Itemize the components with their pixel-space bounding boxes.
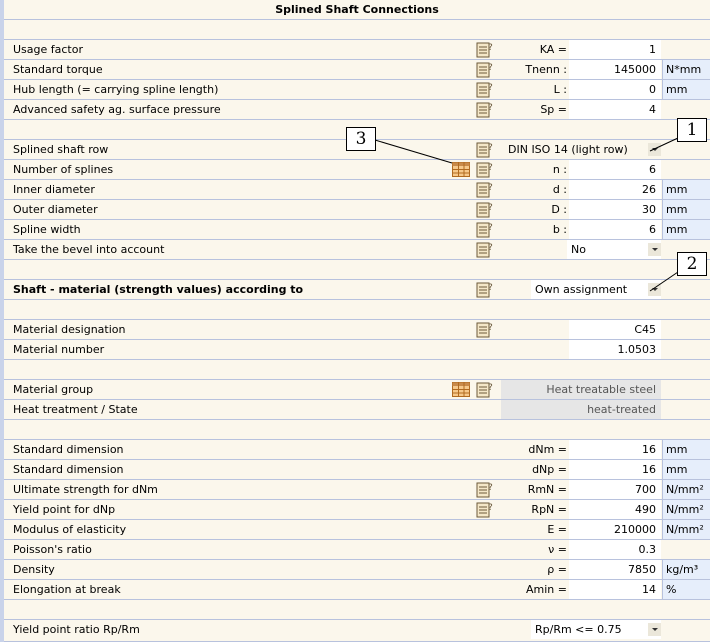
help-note-icon[interactable]: [476, 501, 494, 518]
row-yield-point-ratio: [4, 620, 710, 642]
poisson-input[interactable]: 0.3: [569, 540, 661, 559]
help-note-icon[interactable]: [476, 81, 494, 98]
spacer-row: [4, 360, 710, 380]
table-icon[interactable]: [452, 382, 470, 397]
unit-label[interactable]: N/mm²: [662, 520, 710, 539]
help-note-icon[interactable]: [476, 141, 494, 158]
row-bevel: [4, 240, 710, 260]
row-outer-diameter: [4, 200, 710, 220]
unit-label[interactable]: mm: [662, 180, 710, 199]
table-icon[interactable]: [452, 162, 470, 177]
unit-label[interactable]: %: [662, 580, 710, 599]
help-note-icon[interactable]: [476, 221, 494, 238]
help-note-icon[interactable]: [476, 481, 494, 498]
spacer-row: [4, 260, 710, 280]
elongation-input[interactable]: 14: [569, 580, 661, 599]
svg-text:?: ?: [488, 43, 493, 53]
selected-value: Own assignment: [535, 283, 628, 296]
symbol: Tnenn :: [525, 63, 567, 76]
symbol: Amin =: [526, 583, 567, 596]
spacer-row: [4, 300, 710, 320]
unit-label[interactable]: N*mm: [662, 60, 710, 79]
label: Spline width: [13, 223, 81, 236]
unit-label[interactable]: kg/m³: [662, 560, 710, 579]
standard-torque-input[interactable]: 145000: [569, 60, 661, 79]
outer-diameter-input[interactable]: 30: [569, 200, 661, 219]
label: Shaft - material (strength values) according to: [13, 283, 304, 296]
unit-label[interactable]: mm: [662, 440, 710, 459]
row-inner-diameter: [4, 180, 710, 200]
symbol: b :: [552, 223, 567, 236]
spacer-row: [4, 20, 710, 40]
svg-text:?: ?: [488, 103, 493, 113]
advanced-safety-input[interactable]: 4: [569, 100, 661, 119]
symbol: E =: [547, 523, 567, 536]
modulus-input[interactable]: 210000: [569, 520, 661, 539]
number-of-splines-input[interactable]: 6: [569, 160, 661, 179]
label: Inner diameter: [13, 183, 95, 196]
title-row: [4, 0, 710, 20]
callout-3: 3: [346, 127, 376, 151]
help-note-icon[interactable]: [476, 321, 494, 338]
selected-value: DIN ISO 14 (light row): [508, 143, 628, 156]
row-poissons-ratio: [4, 540, 710, 560]
help-note-icon[interactable]: [476, 381, 494, 398]
svg-text:?: ?: [488, 143, 493, 153]
row-shaft-material: [4, 280, 710, 300]
unit-label[interactable]: mm: [662, 460, 710, 479]
yield-ratio-select[interactable]: [531, 620, 661, 639]
svg-text:?: ?: [488, 283, 493, 293]
row-spline-width: [4, 220, 710, 240]
row-standard-torque: [4, 60, 710, 80]
symbol: RpN =: [531, 503, 567, 516]
help-note-icon[interactable]: [476, 101, 494, 118]
svg-text:?: ?: [488, 223, 493, 233]
usage-factor-input[interactable]: 1: [569, 40, 661, 59]
svg-text:?: ?: [488, 503, 493, 513]
label: Standard dimension: [13, 443, 124, 456]
row-modulus-of-elasticity: [4, 520, 710, 540]
svg-text:?: ?: [488, 383, 493, 393]
symbol: n :: [552, 163, 567, 176]
svg-text:?: ?: [488, 163, 493, 173]
label: Splined shaft row: [13, 143, 109, 156]
yield-point-input[interactable]: 490: [569, 500, 661, 519]
label: Hub length (= carrying spline length): [13, 83, 219, 96]
chevron-down-icon[interactable]: [648, 623, 661, 636]
row-usage-factor: [4, 40, 710, 60]
help-note-icon[interactable]: [476, 241, 494, 258]
label: Standard dimension: [13, 463, 124, 476]
row-material-group: [4, 380, 710, 400]
help-note-icon[interactable]: [476, 201, 494, 218]
row-standard-dimension-m: [4, 440, 710, 460]
svg-text:?: ?: [488, 323, 493, 333]
symbol: dNm =: [528, 443, 567, 456]
unit-label[interactable]: mm: [662, 220, 710, 239]
symbol: RmN =: [527, 483, 567, 496]
callout-2: 2: [677, 252, 707, 276]
symbol: ρ =: [547, 563, 567, 576]
label: Density: [13, 563, 55, 576]
ultimate-strength-input[interactable]: 700: [569, 480, 661, 499]
symbol: dNp =: [532, 463, 567, 476]
help-note-icon[interactable]: [476, 181, 494, 198]
help-note-icon[interactable]: [476, 161, 494, 178]
callout-1: 1: [677, 118, 707, 142]
spacer-row: [4, 600, 710, 620]
row-ultimate-strength: [4, 480, 710, 500]
shaft-material-select[interactable]: [531, 280, 661, 299]
chevron-down-icon[interactable]: [648, 143, 661, 156]
symbol: KA =: [539, 43, 567, 56]
row-heat-treatment: [4, 400, 710, 420]
unit-label[interactable]: N/mm²: [662, 480, 710, 499]
row-number-of-splines: [4, 160, 710, 180]
bevel-select[interactable]: [567, 240, 661, 259]
unit-label[interactable]: mm: [662, 80, 710, 99]
selected-value: Rp/Rm <= 0.75: [535, 623, 622, 636]
label: Elongation at break: [13, 583, 121, 596]
density-input[interactable]: 7850: [569, 560, 661, 579]
chevron-down-icon[interactable]: [648, 283, 661, 296]
material-group-value: Heat treatable steel: [501, 380, 661, 399]
svg-text:?: ?: [488, 483, 493, 493]
label: Material designation: [13, 323, 126, 336]
material-designation-input[interactable]: C45: [569, 320, 661, 339]
label: Yield point ratio Rp/Rm: [13, 623, 140, 636]
row-standard-dimension-p: [4, 460, 710, 480]
label: Outer diameter: [13, 203, 98, 216]
symbol: L :: [553, 83, 567, 96]
row-material-number: [4, 340, 710, 360]
spacer-row: [4, 420, 710, 440]
chevron-down-icon[interactable]: [648, 243, 661, 256]
label: Modulus of elasticity: [13, 523, 127, 536]
label: Yield point for dNp: [13, 503, 116, 516]
label: Material number: [13, 343, 105, 356]
selected-value: No: [571, 243, 586, 256]
std-dim-m-input[interactable]: 16: [569, 440, 661, 459]
help-note-icon[interactable]: [476, 61, 494, 78]
material-number-input[interactable]: 1.0503: [569, 340, 661, 359]
page-title: Splined Shaft Connections: [275, 3, 439, 16]
symbol: Sp =: [540, 103, 567, 116]
help-note-icon[interactable]: [476, 41, 494, 58]
help-note-icon[interactable]: [476, 281, 494, 298]
row-material-designation: [4, 320, 710, 340]
heat-treatment-value: heat-treated: [501, 400, 661, 419]
hub-length-input[interactable]: 0: [569, 80, 661, 99]
svg-text:?: ?: [488, 243, 493, 253]
label: Take the bevel into account: [13, 243, 165, 256]
svg-text:?: ?: [488, 203, 493, 213]
label: Material group: [13, 383, 94, 396]
row-density: [4, 560, 710, 580]
label: Poisson's ratio: [13, 543, 92, 556]
svg-text:?: ?: [488, 83, 493, 93]
label: Advanced safety ag. surface pressure: [13, 103, 221, 116]
row-hub-length: [4, 80, 710, 100]
std-dim-p-input[interactable]: 16: [569, 460, 661, 479]
symbol: ν =: [548, 543, 567, 556]
label: Number of splines: [13, 163, 114, 176]
svg-text:?: ?: [488, 183, 493, 193]
inner-diameter-input[interactable]: 26: [569, 180, 661, 199]
label: Heat treatment / State: [13, 403, 138, 416]
symbol: D :: [551, 203, 567, 216]
label: Usage factor: [13, 43, 83, 56]
row-elongation-at-break: [4, 580, 710, 600]
unit-label[interactable]: N/mm²: [662, 500, 710, 519]
svg-text:?: ?: [488, 63, 493, 73]
spline-width-input[interactable]: 6: [569, 220, 661, 239]
row-advanced-safety: [4, 100, 710, 120]
unit-label[interactable]: mm: [662, 200, 710, 219]
label: Ultimate strength for dNm: [13, 483, 158, 496]
splined-shaft-row-select[interactable]: [504, 140, 661, 159]
label: Standard torque: [13, 63, 103, 76]
symbol: d :: [552, 183, 567, 196]
row-yield-point: [4, 500, 710, 520]
